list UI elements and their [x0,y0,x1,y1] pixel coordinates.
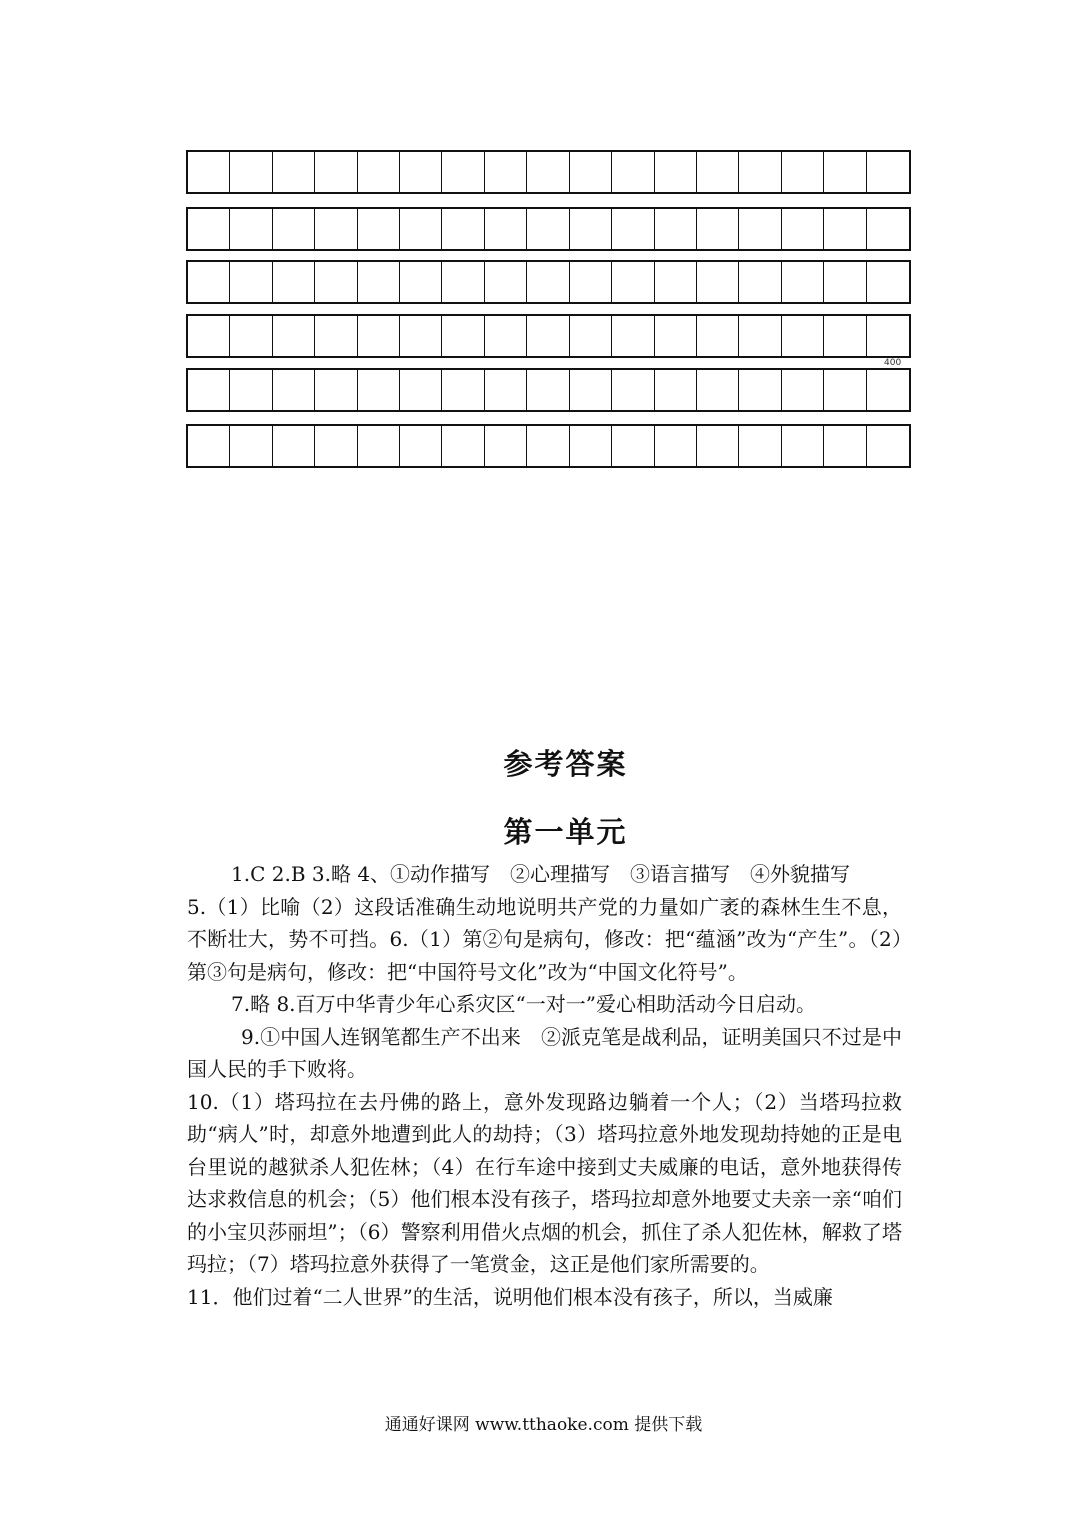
grid-cell [867,209,909,249]
grid-cell [273,426,315,466]
grid-cell [655,426,697,466]
grid-cell [570,370,612,410]
grid-cell [570,316,612,356]
grid-cell [824,209,866,249]
grid-cell [315,316,357,356]
grid-cell [527,152,569,192]
grid-cell [358,316,400,356]
grid-cell [442,152,484,192]
grid-cell [315,426,357,466]
grid-cell [739,262,781,302]
grid-cell [485,262,527,302]
grid-cell [400,152,442,192]
grid-cell [230,426,272,466]
grid-cell [400,316,442,356]
grid-cell [273,262,315,302]
grid-cell [570,209,612,249]
grid-cell [400,426,442,466]
grid-cell [782,316,824,356]
section-title: 第一单元 [503,815,628,849]
answer-line-3: 7.略 8.百万中华青少年心系灾区“一对一”爱心相助活动今日启动。 [231,992,816,1016]
grid-cell [188,209,230,249]
grid-cell [612,209,654,249]
grid-cell [358,209,400,249]
word-count-marker: 400 [884,358,902,368]
grid-cell [442,316,484,356]
grid-cell [188,316,230,356]
grid-cell [442,426,484,466]
grid-cell [358,152,400,192]
grid-row [186,207,911,251]
grid-cell [315,209,357,249]
grid-cell [867,426,909,466]
grid-cell [230,316,272,356]
grid-cell [570,262,612,302]
grid-cell [273,209,315,249]
grid-row [186,424,911,468]
grid-cell [527,316,569,356]
grid-cell [655,209,697,249]
grid-cell [697,152,739,192]
grid-cell [230,152,272,192]
grid-cell [739,209,781,249]
answer-line-6: 11．他们过着“二人世界”的生活，说明他们根本没有孩子，所以，当威廉 [187,1284,833,1309]
grid-cell [188,262,230,302]
grid-cell [655,316,697,356]
grid-cell [739,316,781,356]
grid-cell [230,370,272,410]
grid-row [186,368,911,412]
grid-cell [782,152,824,192]
grid-cell [230,262,272,302]
answer-content [187,858,902,1313]
grid-cell [273,370,315,410]
grid-cell [612,152,654,192]
grid-cell [782,426,824,466]
grid-cell [485,370,527,410]
answer-line-4: 9.①中国人连钢笔都生产不出来 ②派克笔是战利品，证明美国只不过是中国人民的手下败将。 [187,1024,902,1081]
grid-cell [442,370,484,410]
grid-cell [867,152,909,192]
grid-cell [273,152,315,192]
grid-cell [824,316,866,356]
grid-cell [230,209,272,249]
grid-cell [315,152,357,192]
grid-cell [400,209,442,249]
grid-cell [824,152,866,192]
grid-row [186,260,911,304]
page-title: 参考答案 [503,747,628,781]
grid-cell [697,426,739,466]
grid-cell [570,426,612,466]
grid-cell [188,152,230,192]
grid-cell [655,262,697,302]
grid-cell [697,316,739,356]
grid-cell [867,316,909,356]
grid-cell [358,370,400,410]
grid-cell [867,262,909,302]
grid-cell [188,370,230,410]
grid-cell [782,262,824,302]
grid-row [186,150,911,194]
grid-cell [315,262,357,302]
grid-cell [570,152,612,192]
grid-cell [697,209,739,249]
grid-cell [655,152,697,192]
grid-cell [824,426,866,466]
grid-cell [655,370,697,410]
grid-cell [782,209,824,249]
grid-cell [400,262,442,302]
grid-cell [527,209,569,249]
grid-cell [527,370,569,410]
grid-cell [527,426,569,466]
grid-cell [697,370,739,410]
grid-cell [485,426,527,466]
grid-row [186,314,911,358]
grid-cell [739,370,781,410]
grid-cell [612,426,654,466]
grid-cell [612,262,654,302]
grid-cell [739,426,781,466]
answer-line-5: 10.（1）塔玛拉在去丹佛的路上，意外发现路边躺着一个人；（2）当塔玛拉救助“病人”时，却意外地遭到此人的劫持；（3）塔玛拉意外地发现劫持她的正是电台里说的越狱杀人犯佐林；（4）在行车途中接到丈夫威廉的电话，意外地获得传达求救信息的机会；（5）他们根本没有孩子，塔玛拉却意外地要丈夫亲一亲“咱们的小宝贝莎丽坦”；（6）警察利用借火点烟的机会，抓住了杀人犯佐林，解救了塔玛拉；（7）塔玛拉意外获得了一笔赏金，这正是他们家所需要的。 [187,1089,902,1276]
grid-cell [442,209,484,249]
grid-cell [358,262,400,302]
grid-cell [527,262,569,302]
grid-cell [485,209,527,249]
grid-cell [400,370,442,410]
grid-cell [315,370,357,410]
grid-cell [612,370,654,410]
grid-cell [867,370,909,410]
grid-cell [739,152,781,192]
page-footer: 通通好课网 www.tthaoke.com 提供下载 [384,1415,703,1435]
answer-line-2: 5.（1）比喻（2）这段话准确生动地说明共产党的力量如广袤的森林生生不息，不断壮大，势不可挡。6.（1）第②句是病句，修改：把“蕴涵”改为“产生”。（2）第③句是病句，修改：把“中国符号文化”改为“中国文化符号”。 [187,894,902,984]
grid-cell [273,316,315,356]
grid-cell [824,370,866,410]
grid-cell [485,152,527,192]
answer-line-1: 1.C 2.B 3.略 4、①动作描写 ②心理描写 ③语言描写 ④外貌描写 [231,862,851,886]
grid-cell [782,370,824,410]
grid-cell [442,262,484,302]
grid-cell [612,316,654,356]
grid-cell [358,426,400,466]
grid-cell [485,316,527,356]
grid-cell [697,262,739,302]
grid-cell [188,426,230,466]
grid-cell [824,262,866,302]
